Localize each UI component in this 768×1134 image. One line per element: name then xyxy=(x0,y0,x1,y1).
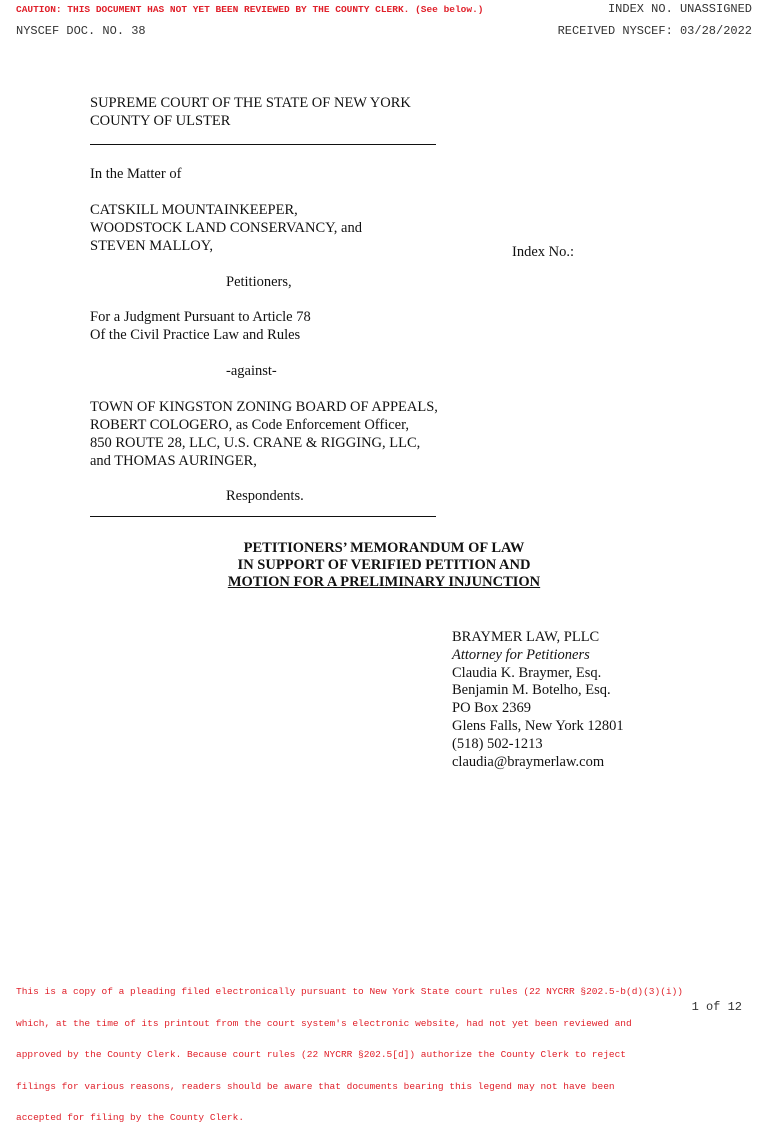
court-name: SUPREME COURT OF THE STATE OF NEW YORK xyxy=(90,95,411,111)
title-line: IN SUPPORT OF VERIFIED PETITION AND xyxy=(237,557,531,573)
judgment-description xyxy=(90,308,311,344)
received-date: RECEIVED NYSCEF: 03/28/2022 xyxy=(557,24,752,38)
nyscef-doc-number: NYSCEF DOC. NO. 38 xyxy=(16,24,146,38)
disclaimer-line: accepted for filing by the County Clerk. xyxy=(16,1112,245,1123)
attorney-line: Claudia K. Braymer, Esq. xyxy=(452,664,602,681)
respondents-list xyxy=(90,398,438,470)
title-line: PETITIONERS’ MEMORANDUM OF LAW xyxy=(243,540,525,556)
disclaimer-line: approved by the County Clerk. Because court rules (22 NYCRR §202.5[d]) authorize the County Clerk to reject xyxy=(16,1049,626,1060)
attorney-role: Attorney for Petitioners xyxy=(452,646,590,663)
law-firm-name: BRAYMER LAW, PLLC xyxy=(452,629,600,645)
filing-disclaimer xyxy=(16,966,683,1134)
judgment-line: For a Judgment Pursuant to Article 78 xyxy=(90,309,311,325)
attorney-line: (518) 502-1213 xyxy=(452,735,543,752)
page-number: 1 of 12 xyxy=(691,1000,742,1014)
attorney-block xyxy=(452,629,624,771)
disclaimer-line: which, at the time of its printout from the court system's electronic website, had not yet been reviewed and xyxy=(16,1017,632,1029)
judgment-line: Of the Civil Practice Law and Rules xyxy=(90,327,301,343)
petitioner-name: CATSKILL MOUNTAINKEEPER, xyxy=(90,202,298,218)
index-no-label: Index No.: xyxy=(512,244,575,260)
petitioner-name: WOODSTOCK LAND CONSERVANCY, and xyxy=(90,220,362,236)
index-number: INDEX NO. UNASSIGNED xyxy=(607,2,752,16)
respondent-name: and THOMAS AURINGER, xyxy=(90,453,257,469)
in-the-matter-label: In the Matter of xyxy=(90,166,182,182)
petitioners-label: Petitioners, xyxy=(226,274,292,290)
court-county: COUNTY OF ULSTER xyxy=(90,113,231,129)
attorney-line: Benjamin M. Botelho, Esq. xyxy=(452,682,611,699)
attorney-email: claudia@braymerlaw.com xyxy=(452,753,605,770)
respondent-name: ROBERT COLOGERO, as Code Enforcement Officer, xyxy=(90,417,409,433)
caption-divider-top xyxy=(90,144,436,145)
caption-divider-bottom xyxy=(90,516,436,517)
title-line: MOTION FOR A PRELIMINARY INJUNCTION xyxy=(227,574,541,590)
respondent-name: 850 ROUTE 28, LLC, U.S. CRANE & RIGGING, LLC, xyxy=(90,435,421,451)
disclaimer-line: filings for various reasons, readers should be aware that documents bearing this legend may not have been xyxy=(16,1080,615,1092)
court-heading xyxy=(90,94,411,130)
petitioner-name: STEVEN MALLOY, xyxy=(90,238,213,254)
attorney-line: PO Box 2369 xyxy=(452,700,531,717)
attorney-line: Glens Falls, New York 12801 xyxy=(452,717,624,734)
caution-banner: CAUTION: THIS DOCUMENT HAS NOT YET BEEN REVIEWED BY THE COUNTY CLERK. (See below.) xyxy=(16,4,484,15)
respondents-label: Respondents. xyxy=(226,488,304,504)
document-title xyxy=(0,540,768,591)
disclaimer-line: This is a copy of a pleading filed electronically pursuant to New York State court rules (22 NYCRR §202.5-b(d)(3)(i)) xyxy=(16,986,684,997)
petitioners-list xyxy=(90,201,362,255)
against-label: -against- xyxy=(226,363,277,379)
respondent-name: TOWN OF KINGSTON ZONING BOARD OF APPEALS, xyxy=(90,399,438,415)
